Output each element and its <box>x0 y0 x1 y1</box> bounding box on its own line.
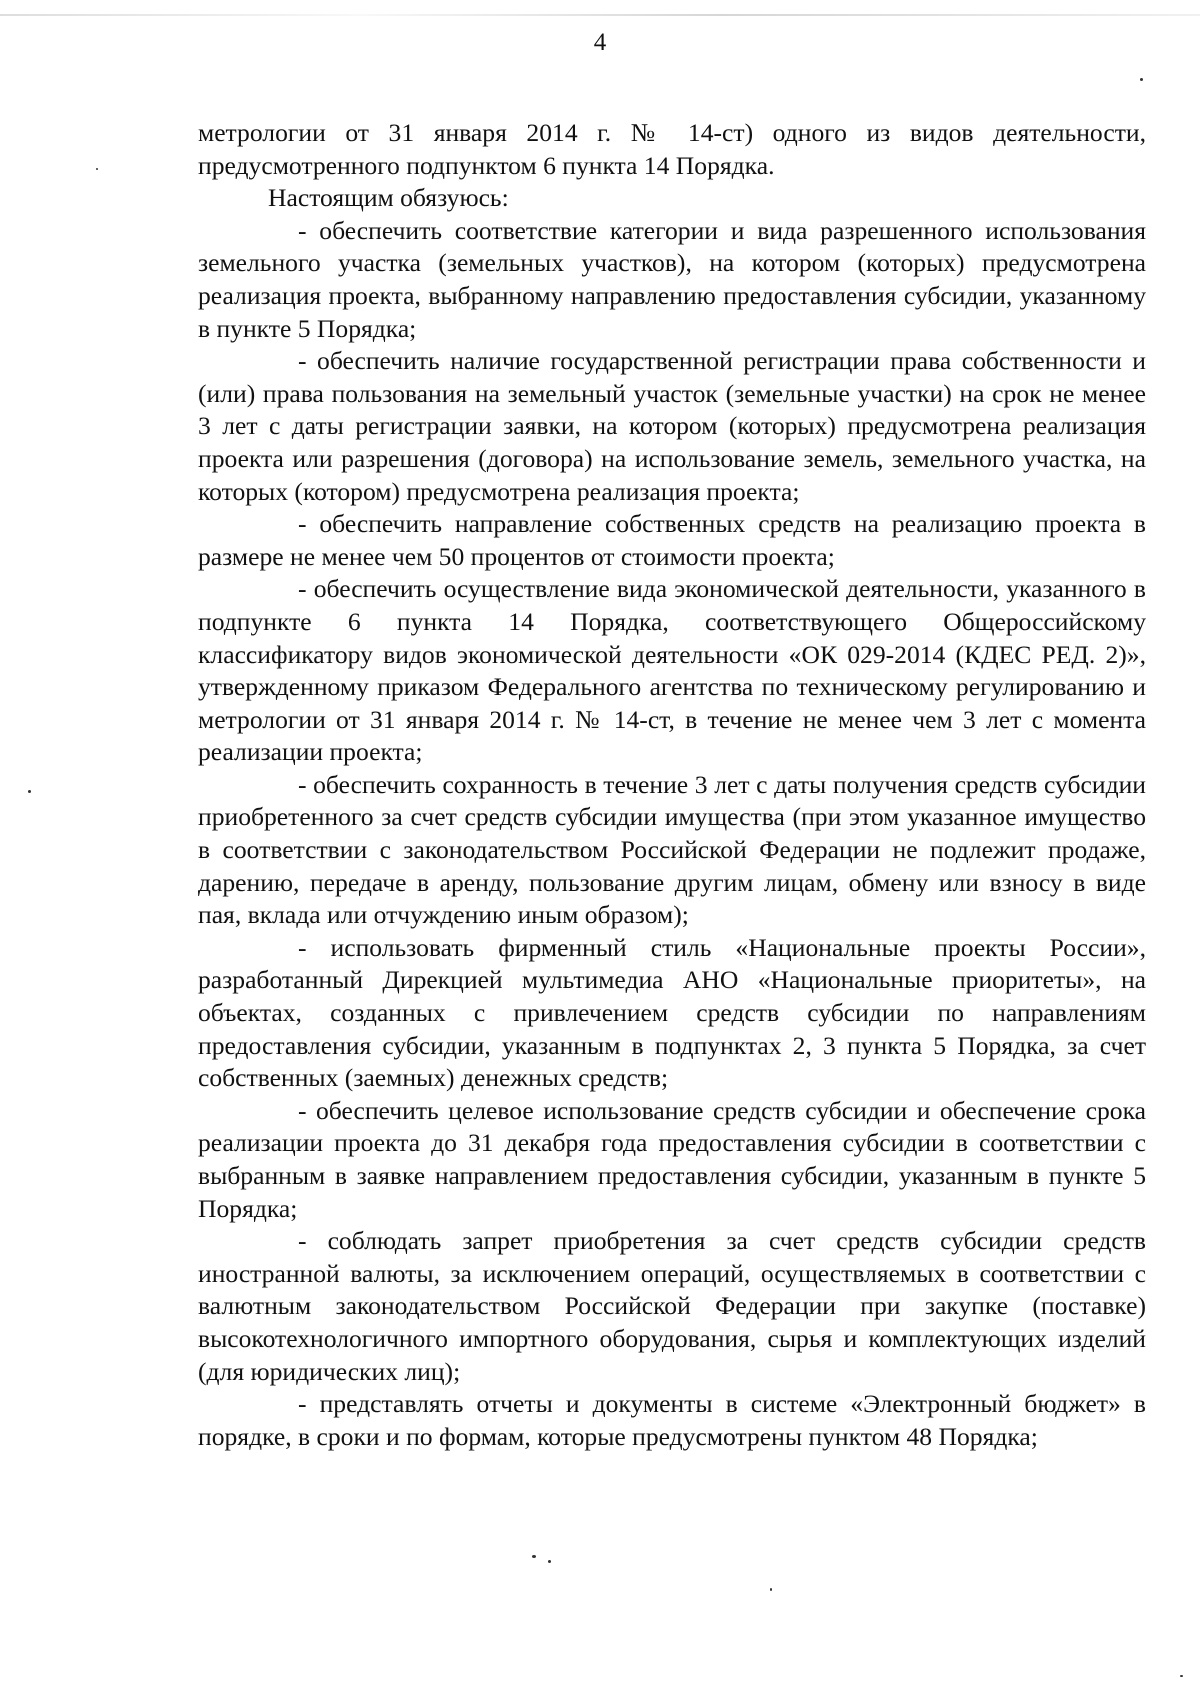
paragraph-corporate-style: - использовать фирменный стиль «Национальные проекты России», разработанный Дирекцией мультимедиа АНО «Национальные приоритеты», на объектах, созданных с привлечением средств субсидии по направлениям предоставления субсидии, указанным в подпунктах 2, 3 пункта 5 Порядка, за счет собственных (заемных) денежных средств; <box>198 932 1146 1093</box>
paragraph-reporting: - представлять отчеты и документы в системе «Электронный бюджет» в порядке, в сроки и по формам, которые предусмотрены пунктом 48 Порядка; <box>198 1389 1146 1451</box>
page-number: 4 <box>593 29 607 56</box>
paragraph-land-use-category: - обеспечить соответствие категории и вида разрешенного использования земельного участка (земельных участков), на котором (которых) предусмотрена реализация проекта, выбранному направлению предоставления субсидии, указанному в пункте 5 Порядка; <box>198 215 1146 343</box>
paragraph-economic-activity: - обеспечить осуществление вида экономической деятельности, указанного в подпункте 6 пункта 14 Порядка, соответствующего Общероссийскому классификатору видов экономической деятельности «ОК 029-2014 (КДЕС РЕД. 2)», утвержденному приказом Федерального агентства по техническому регулированию и метрологии от 31 января 2014 г. № 14-ст, в течение не менее чем 3 лет с момента реализации проекта; <box>198 574 1146 767</box>
paragraph-property-preservation: - обеспечить сохранность в течение 3 лет с даты получения средств субсидии приобретенного за счет средств субсидии имущества (при этом указанное имущество в соответствии с законодательством Российской Федерации не подлежит продаже, дарению, передаче в аренду, пользование другим лицам, обмену или взносу в виде пая, вклада или отчуждению иным образом); <box>198 769 1146 930</box>
scan-edge-line <box>0 14 1200 16</box>
scan-speck <box>1140 78 1143 81</box>
paragraph-targeted-use: - обеспечить целевое использование средств субсидии и обеспечение срока реализации проекта до 31 декабря года предоставления субсидии в соответствии с выбранным в заявке направлением предоставления субсидии, указанным в пункте 5 Порядка; <box>198 1095 1146 1223</box>
scan-speck <box>1180 1675 1183 1677</box>
paragraph-obligation-intro: Настоящим обязуюсь: <box>268 183 509 213</box>
scan-speck <box>532 1555 536 1558</box>
paragraph-own-funds: - обеспечить направление собственных средств на реализацию проекта в размере не менее чем 50 процентов от стоимости проекта; <box>198 509 1146 571</box>
paragraph-property-registration: - обеспечить наличие государственной регистрации права собственности и (или) права пользования на земельный участок (земельные участки) на срок не менее 3 лет с даты регистрации заявки, на котором (которых) предусмотрена реализация проекта или разрешения (договора) на использование земель, земельного участка, на которых (котором) предусмотрена реализация проекта; <box>198 346 1146 506</box>
scan-speck <box>28 790 31 793</box>
scan-speck <box>770 1588 772 1591</box>
paragraph-continuation: метрологии от 31 января 2014 г. № 14-ст) одного из видов деятельности, предусмотренного подпунктом 6 пункта 14 Порядка. <box>198 118 1146 180</box>
document-body <box>198 117 1146 1453</box>
scan-speck <box>548 1560 551 1563</box>
scan-speck <box>96 168 98 170</box>
paragraph-currency-ban: - соблюдать запрет приобретения за счет средств субсидии средств иностранной валюты, за исключением операций, осуществляемых в соответствии с валютным законодательством Российской Федерации при закупке (поставке) высокотехнологичного импортного оборудования, сырья и комплектующих изделий (для юридических лиц); <box>198 1226 1146 1386</box>
